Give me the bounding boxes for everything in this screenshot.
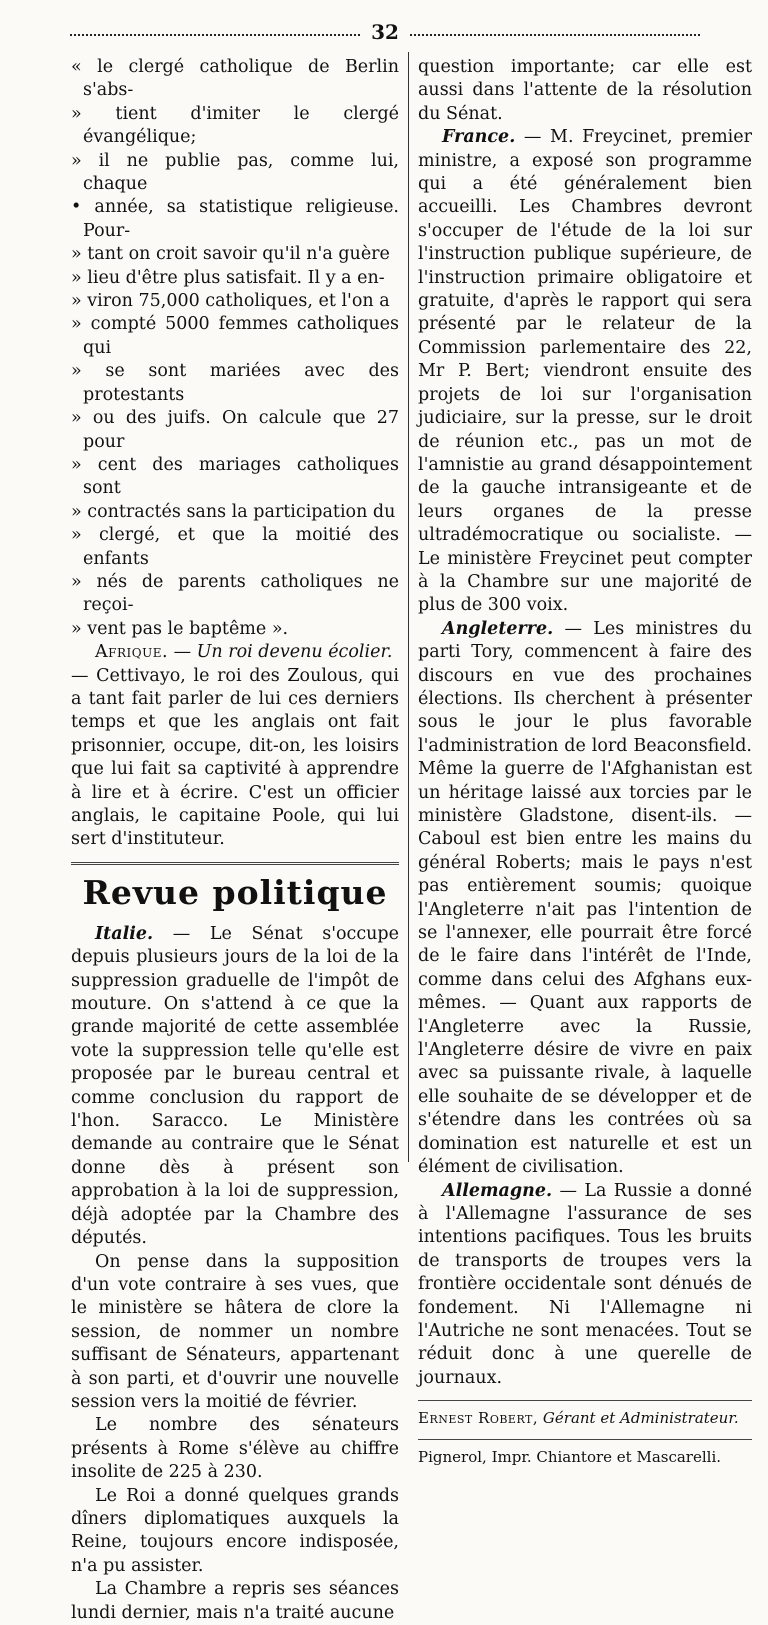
quote-line: » tient d'imiter le clergé évangélique; — [71, 103, 399, 148]
france-label: France. — [442, 127, 516, 148]
quote-line: » vent pas le baptême ». — [71, 618, 289, 639]
quote-line: » tant on croit savoir qu'il n'a guère — [71, 244, 390, 265]
angleterre-paragraph — [418, 618, 752, 1180]
quote-line: » compté 5000 femmes catholiques qui — [71, 314, 399, 358]
footer-separator-2 — [418, 1439, 752, 1440]
manager-role: Gérant et Administrateur. — [538, 1409, 739, 1428]
italie-text: — Le Sénat s'occupe depuis plusieurs jours de la loi de la suppression graduelle de l'impôt de mouture. On s'attend à ce que la grande majorité de cette assemblée vote la suppression telle qu'elle est proposée par le bureau central et comme conclusion du rapport de l'hon. Saracco. Le Ministère demande au contraire que le Sénat donne dès à présent son approbation à la loi de suppression, déjà adoptée par la Chambre des députés. — [71, 923, 399, 1249]
italie-paragraph — [71, 923, 399, 1251]
section-title: Revue politique — [82, 872, 388, 912]
italie-continuation: question importante; car elle est aussi dans l'attente de la résolution du Sénat. — [418, 57, 752, 124]
afrique-dash: — — [168, 642, 197, 663]
italie-paragraph-2: On pense dans la supposition d'un vote contraire à ses vues, que le ministère se hâtera de clore la session, de nommer un nombre suffisant de Sénateurs, appartenant à son parti, et d'ouvrir une nouvelle session vers la moitié de février. — [71, 1251, 399, 1412]
page-header — [70, 20, 700, 50]
page-number: 32 — [371, 20, 399, 44]
italie-paragraph-4: Le Roi a donné quelques grands dîners diplomatiques auxquels la Reine, toujours encore indisposée, n'a pu assister. — [71, 1485, 399, 1576]
italie-label: Italie. — [95, 923, 154, 944]
footer-separator — [418, 1400, 752, 1401]
header-rule-left — [70, 34, 360, 36]
afrique-text: — Cettivayo, le roi des Zoulous, qui a tant fait parler de lui ces derniers temps et que les anglais ont fait prisonnier, occupe, dit-on, les loisirs que lui fait sa captivité à apprendre à lire et à écrire. C'est un officier anglais, le capitaine Poole, qui lui sert d'instituteur. — [71, 665, 399, 850]
manager-name: Ernest Robert, — [418, 1409, 539, 1428]
quote-line: » se sont mariées avec des protestants — [71, 361, 399, 405]
right-column — [418, 56, 752, 1468]
allemagne-label: Allemagne. — [442, 1180, 553, 1201]
section-separator — [71, 862, 399, 865]
quote-line: » lieu d'être plus satisfait. Il y a en- — [71, 267, 385, 288]
quote-line: » contractés sans la participation du — [71, 501, 396, 522]
manager-line — [418, 1407, 752, 1429]
berlin-quote — [71, 56, 399, 641]
left-column — [71, 56, 399, 1625]
angleterre-text: — Les ministres du parti Tory, commencent à faire des discours en vue des prochaines élections. Ils cherchent à présenter sous le jour le plus favorable l'administration de lord Beaconsfield. Même la guerre de l'Afghanistan est un héritage laissé aux torcies par le ministère Gladstone, disent-ils. — Caboul est bien entre les mains du général Roberts; mais le pays n'est pas entièrement soumis; quoique l'Angleterre n'ait pas l'intention de se l'annexer, elle pourrait être forcé de le faire dans l'intérêt de l'Inde, comme dans celui des Afghans eux-mêmes. — Quant aux rapports de l'Angleterre avec la Russie, l'Angleterre désire de vivre en paix avec sa puissante rivale, à laquelle elle souhaite de se développer et de s'étendre dans les contrées où sa domination est naturelle et est un élément de civilisation. — [418, 618, 752, 1178]
quote-line: » il ne publie pas, comme lui, chaque — [71, 150, 399, 195]
quote-line: » viron 75,000 catholiques, et l'on a — [71, 291, 390, 312]
allemagne-paragraph — [418, 1180, 752, 1391]
column-divider — [408, 52, 409, 1162]
printer-line: Pignerol, Impr. Chiantore et Mascarelli. — [418, 1448, 722, 1467]
afrique-heading — [71, 641, 399, 664]
quote-line: » nés de parents catholiques ne reçoi- — [71, 571, 399, 616]
quote-line: • année, sa statistique religieuse. Pour- — [71, 197, 399, 241]
afrique-label: Afrique. — [95, 642, 169, 663]
italie-paragraph-3: Le nombre des sénateurs présents à Rome s'élève au chiffre insolite de 225 à 230. — [71, 1415, 399, 1483]
france-text: — M. Freycinet, premier ministre, a exposé son programme qui a été généralement bien accueilli. Les Chambres devront s'occuper de l'étude de la loi sur l'instruction publique supérieure, de l'instruction primaire obligatoire et gratuite, d'après le rapport qui sera présenté par le relateur de la Commission parlementaire des 22, Mr P. Bert; viendront ensuite des projets de loi sur l'organisation judiciaire, sur la presse, sur le droit de réunion etc., pas un mot de l'amnistie au grand désappointement de la gauche intransigeante et de leurs organes de la presse ultradémocratique ou socialiste. — Le ministère Freycinet peut compter à la Chambre sur une majorité de plus de 300 voix. — [418, 127, 752, 616]
quote-line: » ou des juifs. On calcule que 27 pour — [71, 408, 399, 452]
angleterre-label: Angleterre. — [442, 618, 554, 639]
quote-line: « le clergé catholique de Berlin s'abs- — [71, 57, 399, 101]
quote-line: » clergé, et que la moitié des enfants — [71, 525, 399, 569]
header-rule-right — [410, 34, 700, 36]
allemagne-text: — La Russie a donné à l'Allemagne l'assurance de ses intentions pacifiques. Tous les bruits de transports de troupes vers la frontière occidentale sont dénués de fondement. Ni l'Allemagne ni l'Autriche ne sont menacées. Tout se réduit donc à une querelle de journaux. — [418, 1180, 752, 1388]
afrique-subtitle: Un roi devenu écolier. — [196, 642, 393, 663]
italie-paragraph-5: La Chambre a repris ses séances lundi dernier, mais n'a traité aucune — [71, 1579, 399, 1623]
france-paragraph — [418, 126, 752, 618]
quote-line: » cent des mariages catholiques sont — [71, 454, 399, 499]
